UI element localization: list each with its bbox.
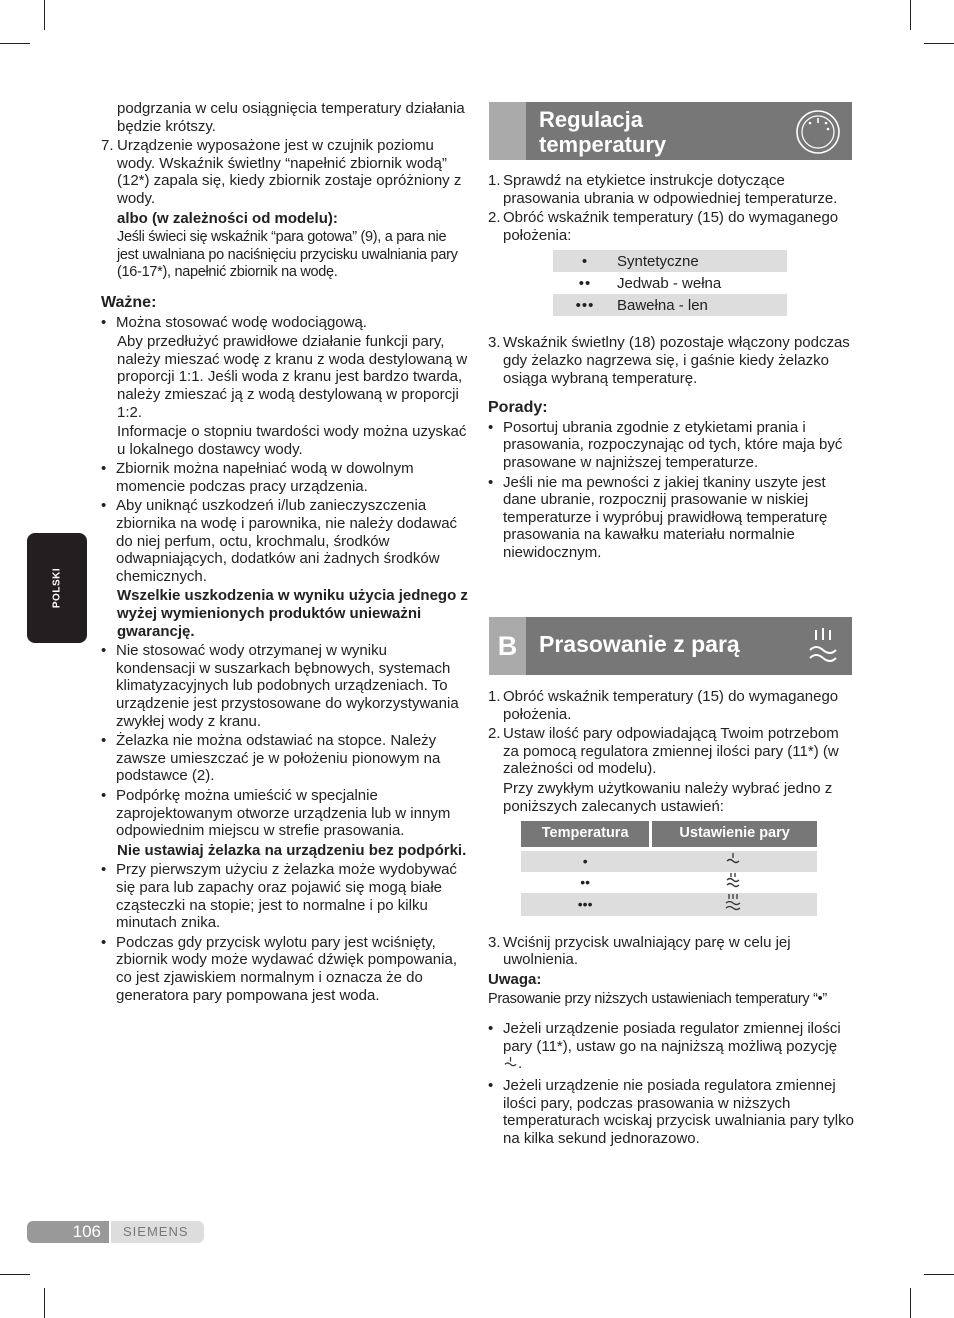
list-item: 1. Sprawdź na etykietce instrukcje dotyczące prasowania ubrania w odpowiedniej temperaturze. xyxy=(488,172,838,207)
table-row: •• xyxy=(521,872,817,893)
paragraph: Informacje o stopniu twardości wody można uzyskać u lokalnego dostawcy wody. xyxy=(117,423,467,458)
list-item xyxy=(101,137,469,207)
warning-text: Wszelkie uszkodzenia w wyniku użycia jednego z wyżej wymienionych produktów unieważni gwarancję. xyxy=(117,587,468,640)
note-heading: albo (w zależności od modelu): xyxy=(117,209,338,227)
steam-settings-table xyxy=(521,821,817,916)
paragraph: Jeśli świeci się wskaźnik “para gotowa” (9), a para nie jest uwalniana po naciśnięciu przycisku uwalniania pary (16-17*), napełnić zbiornik na wodę. xyxy=(117,229,458,281)
temperature-section-content xyxy=(488,172,854,562)
list-item: • Można stosować wodę wodociągową. xyxy=(101,314,469,332)
section-tab xyxy=(489,102,526,160)
note-heading: Uwaga: xyxy=(488,970,542,988)
list-item: • Zbiornik można napełniać wodą w dowolnym momencie podczas pracy urządzenia. xyxy=(101,460,469,495)
section-header-temperature xyxy=(489,102,852,160)
section-heading: Porady: xyxy=(488,399,548,417)
column-header: Ustawienie pary xyxy=(649,821,817,847)
list-item: 3. Wskaźnik świetlny (18) pozostaje włączony podczas gdy żelazko nagrzewa się, i gaśnie kiedy żelazko osiąga wybraną temperaturę. xyxy=(488,334,850,387)
section-title: Prasowanie z parą xyxy=(539,631,740,657)
table-row: • xyxy=(521,851,817,872)
left-column xyxy=(101,100,469,1004)
section-title: Regulacja temperatury xyxy=(539,107,667,157)
steam-icon xyxy=(806,626,840,666)
list-item: 3. Wciśnij przycisk uwalniający parę w celu jej uwolnienia. xyxy=(488,933,791,969)
steam-medium-icon xyxy=(725,872,741,888)
crop-mark xyxy=(910,1288,911,1318)
section-heading: Ważne: xyxy=(101,293,157,311)
list-item: • Jeśli nie ma pewności z jakiej tkaniny uszyte jest dane ubranie, rozpocznij prasowanie w niskiej temperaturze i wypróbuj prawidłową temperaturę prasowania na kawałku materiału normalnie niewidocznym. xyxy=(488,474,854,562)
crop-mark xyxy=(0,43,30,44)
warning-text: Nie ustawiaj żelazka na urządzeniu bez podpórki. xyxy=(117,841,467,859)
brand-label: SIEMENS xyxy=(111,1221,204,1243)
table-row: • Syntetyczne xyxy=(553,250,787,272)
list-item: 1. Obróć wskaźnik temperatury (15) do wymaganego położenia. xyxy=(488,688,839,723)
crop-mark xyxy=(44,1288,45,1318)
list-item: • Przy pierwszym użyciu z żelazka może wydobywać się para lub zapachy oraz pojawić się mogą białe cząsteczki na stopie; jest to normalne i po kilku minutach znika. xyxy=(101,861,469,931)
temperature-table xyxy=(553,250,787,316)
steam-low-icon xyxy=(725,852,741,866)
list-item: 2. Obróć wskaźnik temperatury (15) do wymaganego położenia: xyxy=(488,209,839,244)
section-letter: B xyxy=(489,617,526,675)
list-item: • Jeżeli urządzenie nie posiada regulatora zmiennej ilości pary, podczas prasowania w niższych temperaturach wciskaj przycisk uwalniania pary tylko na kilka sekund jednorazowo. xyxy=(488,1077,854,1147)
list-item: • Podczas gdy przycisk wylotu pary jest wciśnięty, zbiornik wody może wydawać dźwięk pompowania, co jest zjawiskiem normalnym i oznacza że do generatora pary pompowana jest woda. xyxy=(101,934,469,1004)
list-number: 7. xyxy=(101,137,114,155)
column-header: Temperatura xyxy=(521,821,649,847)
page-footer xyxy=(27,1221,204,1243)
crop-mark xyxy=(924,1274,954,1275)
page-number: 106 xyxy=(27,1221,109,1243)
list-item: • Jeżeli urządzenie posiada regulator zmiennej ilości pary (11*), ustaw go na najniższą możliwą pozycję . xyxy=(488,1020,854,1073)
list-item: • Nie stosować wody otrzymanej w wyniku kondensacji w suszarkach bębnowych, systemach klimatyzacyjnych lub podobnych urządzeniach. To urządzenie jest przystosowane do wykorzystywania zwykłej wody z kranu. xyxy=(101,642,469,730)
list-item: • Posortuj ubrania zgodnie z etykietami prania i prasowania, rozpoczynając od tych, które maja być prasowane w najniższej temperaturze. xyxy=(488,419,854,472)
paragraph: Prasowanie przy niższych ustawieniach temperatury “•” xyxy=(488,990,827,1007)
table-row: ••• Bawełna - len xyxy=(553,294,787,316)
table-row: ••• xyxy=(521,893,817,916)
list-item: 2. Ustaw ilość pary odpowiadającą Twoim potrzebom za pomocą regulatora zmiennej ilości pary (11*) (w zależności od modelu). xyxy=(488,725,839,778)
steam-section-content xyxy=(488,688,854,1147)
list-text: Urządzenie wyposażone jest w czujnik poziomu wody. Wskaźnik świetlny “napełnić zbiornik wodą” (12*) zapala się, kiedy zbiornik zostaje opróżniony z wody. xyxy=(117,137,462,207)
crop-mark xyxy=(910,0,911,30)
section-header-steam xyxy=(489,617,852,675)
crop-mark xyxy=(924,43,954,44)
paragraph: Przy zwykłym użytkowaniu należy wybrać jedno z poniższych zalecanych ustawień: xyxy=(503,779,833,815)
list-item: • Aby uniknąć uszkodzeń i/lub zanieczyszczenia zbiornika na wodę i parownika, nie należy dodawać do niej perfum, octu, krochmalu, środków odwapniających, dodatków ani żadnych środków chemicznych. xyxy=(101,497,469,585)
language-tab xyxy=(27,533,87,643)
paragraph: podgrzania w celu osiągnięcia temperatury działania będzie krótszy. xyxy=(117,100,465,135)
table-header xyxy=(521,821,817,847)
table-row: •• Jedwab - wełna xyxy=(578,274,722,292)
crop-mark xyxy=(0,1274,30,1275)
paragraph: Aby przedłużyć prawidłowe działanie funkcji pary, należy mieszać wodę z kranu z woda destylowaną w proporcji 1:1. Jeśli woda z kranu jest bardzo twarda, należy zmieszać ją z wodą destylowaną w proporcji 1:2. xyxy=(117,333,468,421)
temperature-dial-icon xyxy=(795,109,841,155)
crop-mark xyxy=(44,0,45,30)
steam-high-icon xyxy=(724,893,742,911)
list-item: • Żelazka nie można odstawiać na stopce. Należy zawsze umieszczać je w położeniu pionowym na podstawce (2). xyxy=(101,732,469,785)
language-label: POLSKI xyxy=(51,567,63,609)
list-item: • Podpórkę można umieścić w specjalnie zaprojektowanym otworze urządzenia lub w innym odpowiednim miejscu w strefie prasowania. xyxy=(101,787,469,840)
steam-low-icon xyxy=(503,1056,518,1069)
